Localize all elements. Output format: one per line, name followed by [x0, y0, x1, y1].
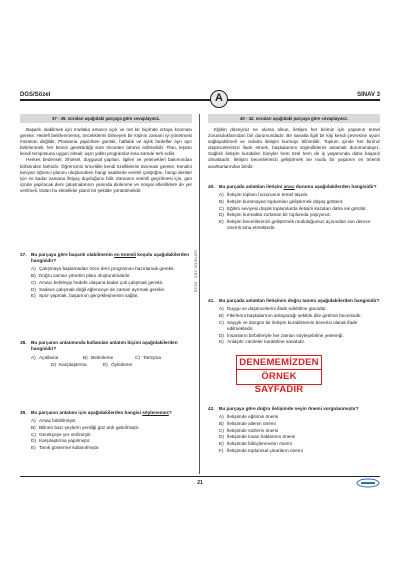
option-letter: F)	[219, 447, 224, 453]
option-letter: A)	[31, 266, 36, 272]
option[interactable]	[31, 287, 192, 293]
option-text: Bilinen bazı şeylerin yeniliği göz ardı getirilmiştir.	[39, 424, 140, 430]
option-text: İletişim becerilerimizi geliştirmek mutluluğumuz açısından son derece önemli ama etmektedir.	[227, 219, 371, 231]
side-label-text: ÖSYM · DGS YAYINLARI	[194, 250, 198, 293]
option[interactable]	[31, 418, 192, 424]
option-letter: C)	[219, 319, 224, 325]
option-text: Sadece çalışmak değil eğlenceye de zaman ayırmak gerekir.	[39, 286, 166, 292]
option-text: Tartışma	[143, 355, 161, 361]
option-letter: B)	[31, 424, 36, 430]
option[interactable]	[31, 438, 192, 444]
option[interactable]	[219, 428, 380, 434]
option-letter: E)	[103, 362, 108, 368]
option-text: İletişim kurmakta zorlanan bir toplumda yaşıyoruz.	[227, 212, 332, 218]
option-text: Amaç bildirilmiştir.	[39, 418, 77, 424]
option-letter: C)	[135, 355, 140, 361]
option-letter: E)	[219, 441, 224, 447]
question-40	[208, 184, 380, 232]
option-text: İletişimde eğitimin önemi	[227, 414, 279, 420]
option-text: Betimleme	[91, 355, 114, 361]
right-section-banner: 40 - 42. soruları aşağıdaki parçaya göre cevaplayınız.	[208, 114, 380, 123]
option[interactable]	[219, 414, 380, 420]
option-text: Karşılaştırma	[59, 362, 87, 368]
sample-page-stamp	[236, 355, 322, 395]
booklet-badge: A	[210, 90, 228, 108]
option-text: Duygu ve düşüncelerini ifade edebilme gücüdür.	[227, 306, 327, 312]
option-letter: B)	[219, 420, 224, 426]
option-text: Açıklama	[39, 355, 59, 361]
option-text: Doğru zaman yönetim planı oluşturulmalıdır.	[39, 273, 131, 279]
option-letter: E)	[31, 293, 36, 299]
options-list	[31, 418, 192, 451]
option-text: İletişimde insan haklarının önemi	[227, 434, 296, 440]
options-list	[219, 414, 380, 454]
option-text: Gerekçeye yer verilmiştir.	[39, 431, 92, 437]
stamp-line: DENEMEMİZDEN	[239, 357, 319, 368]
option[interactable]	[219, 199, 380, 205]
question-39	[20, 410, 192, 452]
question-number: 37.	[20, 252, 27, 257]
exam-stage: SINAV 3	[354, 92, 380, 98]
option-text: Spor yapmak, başarının gerçekleşmesini sağlar.	[39, 293, 139, 299]
option-letter: C)	[31, 431, 36, 437]
stem-emphasis: en önemli	[114, 252, 136, 257]
stem-emphasis: söylenemez	[142, 410, 169, 415]
option-text: Çalışmaya başlamadan önce ders programını hazırlamak gerekir.	[39, 266, 175, 272]
option-text: İletişimde ailenin önemi	[227, 420, 276, 426]
options-list	[219, 306, 380, 345]
option-letter: C)	[219, 205, 224, 211]
passage-paragraph: Başarılı olabilmek için mutlaka amacın açık ve net bir biçimde ortaya konması gerekir. Hedefi belirlenmemiş, önceliklerini bilmeyen bir kişinin zamanı iyi yönetmesi mümkün değildir. Planlama yapılırken günlük, haftalık ve aylık hedefler ayrı ayrı belirlenmeli, her birinin gerektirdiği süre önceden tahmin edilmelidir. Plan, kişinin kendi temposuna uygun olmalı; aşırı yüklü programlar kısa sürede terk edilir.	[20, 127, 192, 157]
header-rule	[20, 99, 380, 101]
option-text: Fikirlerini başkalarının anlayacağı şekilde dile getirme becerisidir.	[227, 312, 362, 318]
option[interactable]	[83, 355, 135, 361]
question-37	[20, 252, 192, 300]
option[interactable]	[219, 448, 380, 454]
option[interactable]	[51, 362, 103, 368]
question-stem	[31, 252, 192, 264]
option-letter: D)	[31, 286, 36, 292]
option-text: Saygılı ve düzgün bir iletişim kurabilmenin becerisi olarak ifade edilmektedir.	[227, 319, 358, 331]
left-section-banner: 37 - 39. soruları aşağıdaki parçaya göre cevaplayınız.	[20, 114, 192, 123]
option-text: İletişimde toplumsal çıkarların önemi	[227, 447, 303, 453]
stem-emphasis: aracı	[283, 184, 295, 189]
right-passage	[208, 127, 380, 170]
option-letter: E)	[31, 445, 36, 451]
question-stem: Bu parçaya göre doğru iletişimde neyin önemi vurgulanmıştır?	[219, 406, 359, 411]
option-letter: B)	[219, 312, 224, 318]
exam-title: DGS/Sözel	[20, 92, 53, 98]
option-text: İletişimde bilinçlenmenin önemi	[227, 441, 292, 447]
question-stem	[31, 410, 192, 416]
option-text: Anlaşılır cümleler kurabilme sanatıdır.	[227, 339, 306, 345]
stamp-line: ÖRNEK SAYFADIR	[237, 369, 321, 396]
question-42	[208, 406, 380, 454]
options-list	[31, 266, 192, 299]
option[interactable]	[103, 362, 155, 368]
option-letter: B)	[83, 355, 88, 361]
option-letter: A)	[31, 418, 36, 424]
option-letter: A)	[219, 192, 224, 198]
option-text: Karşılaştırma yapılmıştır.	[39, 438, 91, 444]
page-number: 21	[197, 480, 203, 486]
option[interactable]	[219, 421, 380, 427]
stem-text: Bu parçaya göre başarılı olabilmenin	[31, 252, 115, 257]
option-letter: D)	[219, 434, 224, 440]
page-header	[20, 90, 380, 108]
option[interactable]	[219, 306, 380, 312]
option-letter: E)	[219, 339, 224, 345]
option-text: Eğitim seviyesi düşük toplumlarda iletişim kazaları daha sık görülür.	[227, 205, 367, 211]
right-column	[208, 114, 380, 170]
option[interactable]	[31, 355, 83, 361]
option[interactable]	[219, 339, 380, 345]
option-text: İletişimde sözlerin önemi	[227, 427, 279, 433]
question-number: 42.	[208, 406, 215, 411]
question-number: 38.	[20, 340, 27, 345]
option[interactable]	[31, 266, 192, 272]
option[interactable]	[219, 219, 380, 231]
option-letter: A)	[219, 306, 224, 312]
option[interactable]	[31, 445, 192, 451]
side-label	[194, 250, 205, 310]
publisher-logo-icon	[356, 478, 380, 488]
option[interactable]	[219, 192, 380, 198]
question-stem: Bu parçada anlatılan iletişimin doğru tanımı aşağıdakilerden hangisidir?	[219, 298, 380, 303]
option-letter: D)	[51, 362, 56, 368]
question-number: 39.	[20, 410, 27, 415]
option[interactable]	[219, 206, 380, 212]
stem-text: durumu aşağıdakilerden hangisidir?	[294, 184, 377, 189]
stem-text: ?	[168, 410, 172, 415]
option[interactable]	[31, 425, 192, 431]
option[interactable]	[31, 293, 192, 299]
option-letter: D)	[219, 212, 224, 218]
question-number: 40.	[208, 184, 215, 189]
option[interactable]	[219, 212, 380, 218]
stem-text: Bu parçada anlatılan iletişim	[219, 184, 284, 189]
option-text: Amacı belirleyip hedefe ulaşana kadar çok çalışmak gerekir.	[39, 279, 164, 285]
option[interactable]	[31, 280, 192, 286]
option-letter: C)	[31, 279, 36, 285]
question-number: 41.	[208, 298, 215, 303]
option-text: İnsanların birbirleriyle her zaman söyleşebilme yeteneği.	[227, 332, 344, 338]
option[interactable]	[31, 432, 192, 438]
passage-paragraph: Herkes bedensel, zihinsel, duygusal yapıları, ilgileri ve yetenekleri bakımından birbirinden farklıdır. Öğrencinin öncelikle kendi özelliklerini tanıması gerekir. Kendini tanıyan öğrenci planını oluştururken hangi saatlerde verimli çalıştığını, hangi dersler için ne kadar zamana ihtiyaç duyduğunu bilir. Zamanın verimli geçirilmesi için, gün içinde yapılacak ders çalışmalarının yanında dinlenme ve sosyal etkinliklere de yer verilmeli, bütün bu etkinlikler planlı bir şekilde yürütülmelidir.	[20, 157, 192, 193]
question-stem: Bu parçanın anlatımında kullanılan anlatım biçimi aşağıdakilerden hangisidir?	[31, 340, 178, 352]
question-38	[20, 340, 192, 369]
options-list	[219, 192, 380, 231]
left-column	[20, 114, 192, 194]
stem-text: koşulu aşağıdakilerden hangisidir?	[31, 252, 190, 264]
option[interactable]	[219, 333, 380, 339]
option-letter: A)	[31, 355, 36, 361]
left-passage	[20, 127, 192, 194]
option[interactable]	[219, 434, 380, 440]
option-letter: D)	[219, 332, 224, 338]
option-letter: B)	[31, 273, 36, 279]
stem-text: Bu parçanın anlatımı için aşağıdakilerden hangisi	[31, 410, 143, 415]
question-41	[208, 298, 380, 346]
option-letter: E)	[219, 219, 224, 225]
option-letter: D)	[31, 438, 36, 444]
option[interactable]	[219, 320, 380, 332]
option-letter: A)	[219, 414, 224, 420]
option-text: Tanık gösterme kullanılmıştır.	[39, 445, 100, 451]
option-text: Öyküleme	[111, 362, 133, 368]
footer-rule	[20, 476, 380, 477]
option-letter: C)	[219, 427, 224, 433]
passage-paragraph: Eğitim düzeyiniz ne olursa olsun, iletişim her birimiz için yaşamın temel zorunluluklarından biri durumundadır. Bir sanatla ilgili bir kişi kendi çevresine uyum sağlayabilmeli ve onlarla iletişim kurmayı bilmelidir. Toplum içinde her birimiz düşüncelerimizi ifade etmek, başkalarının söylediklerini anlamak durumundayız. Sağlıklı iletişim kurabilen bireyler hem özel hem de iş yaşamında daha başarılı olmaktadır. İletişim becerilerimizi geliştirmek ise mutlu bir yaşamın en önemli anahtarlarından biridir.	[208, 127, 380, 169]
option[interactable]	[219, 313, 380, 319]
option-letter: B)	[219, 198, 224, 204]
question-stem	[219, 184, 380, 190]
option-text: İletişim kuramayan toplumları geliştirmek düşüş gösterir.	[227, 198, 344, 204]
option[interactable]	[31, 273, 192, 279]
option-text: İletişim toplum huzurunun temel taşıdır.	[227, 192, 309, 198]
option[interactable]	[135, 355, 187, 361]
option[interactable]	[219, 441, 380, 447]
options-list	[31, 355, 192, 368]
